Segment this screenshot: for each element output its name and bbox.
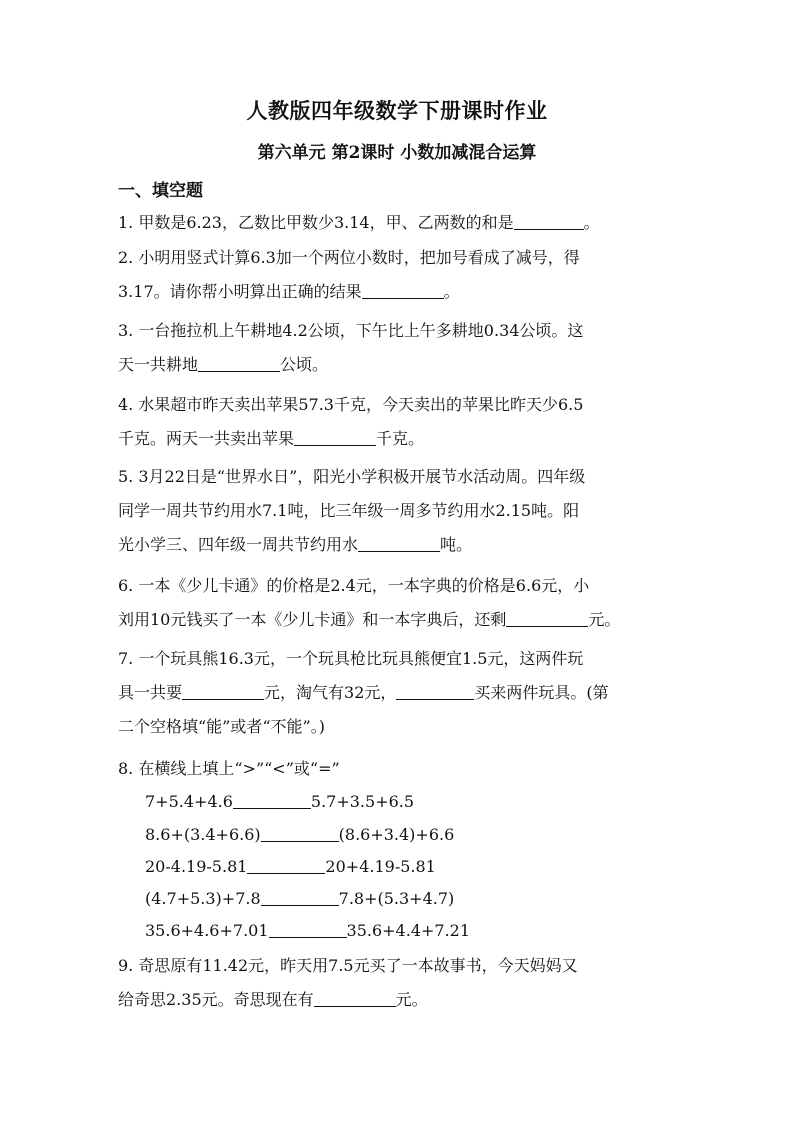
question-5 <box>118 460 688 562</box>
answer-blank[interactable] <box>514 211 584 230</box>
question-6 <box>118 569 688 637</box>
answer-blank[interactable] <box>506 608 588 627</box>
question-text: 公顷。 <box>280 355 329 374</box>
question-text: 4. 水果超市昨天卖出苹果57.3千克，今天卖出的苹果比昨天少6.5 <box>118 395 584 414</box>
answer-blank[interactable] <box>294 427 376 446</box>
expression-right: 7.8+(5.3+4.7) <box>338 889 455 908</box>
expression-right: (8.6+3.4)+6.6 <box>338 825 455 844</box>
question-text: 3. 一台拖拉机上午耕地4.2公顷，下午比上午多耕地0.34公顷。这 <box>118 321 584 340</box>
question-text: 刘用10元钱买了一本《少儿卡通》和一本字典后，还剩 <box>118 610 507 629</box>
comparison-row <box>145 915 470 947</box>
question-text: 吨。 <box>440 535 473 554</box>
answer-blank[interactable] <box>198 353 280 372</box>
question-text: 3.17。请你帮小明算出正确的结果 <box>118 282 362 301</box>
expression-left: 35.6+4.6+7.01 <box>145 921 269 940</box>
expression-right: 5.7+3.5+6.5 <box>310 792 415 811</box>
answer-blank[interactable] <box>362 280 444 299</box>
question-text: 买来两件玩具。(第 <box>474 683 609 702</box>
expression-right: 20+4.19-5.81 <box>325 857 436 876</box>
answer-blank[interactable] <box>182 681 264 700</box>
question-text: 二个空格填“能”或者“不能”。) <box>118 717 325 736</box>
comparison-blank[interactable] <box>269 919 347 938</box>
question-3 <box>118 314 688 382</box>
comparison-blank[interactable] <box>247 855 325 874</box>
comparison-row <box>145 851 436 883</box>
question-text: 天一共耕地 <box>118 355 199 374</box>
comparison-row <box>145 883 454 915</box>
question-1 <box>118 206 688 240</box>
question-text: 9. 奇思原有11.42元，昨天用7.5元买了一本故事书，今天妈妈又 <box>118 956 578 975</box>
question-2 <box>118 241 688 309</box>
question-7 <box>118 642 688 744</box>
expression-left: 8.6+(3.4+6.6) <box>145 825 261 844</box>
question-text: 6. 一本《少儿卡通》的价格是2.4元，一本字典的价格是6.6元，小 <box>118 576 590 595</box>
answer-blank[interactable] <box>314 988 396 1007</box>
question-text: 具一共要 <box>118 683 183 702</box>
question-text: 同学一周共节约用水7.1吨，比三年级一周多节约用水2.15吨。阳 <box>118 501 580 520</box>
comparison-blank[interactable] <box>261 887 339 906</box>
question-text: 8. 在横线上填上“>”“<”或“=” <box>118 759 340 778</box>
question-text: 元。 <box>395 990 428 1009</box>
question-text: 千克。两天一共卖出苹果 <box>118 429 295 448</box>
page-subtitle: 第六单元 第2课时 小数加减混合运算 <box>257 143 537 163</box>
comparison-row <box>145 819 454 851</box>
question-text: 5. 3月22日是“世界水日”，阳光小学积极开展节水活动周。四年级 <box>118 467 586 486</box>
comparison-row <box>145 786 414 818</box>
question-text: 1. 甲数是6.23，乙数比甲数少3.14，甲、乙两数的和是 <box>118 213 514 232</box>
answer-blank[interactable] <box>396 681 474 700</box>
section-heading: 一、填空题 <box>118 181 203 201</box>
question-text: 光小学三、四年级一周共节约用水 <box>118 535 359 554</box>
comparison-blank[interactable] <box>233 790 311 809</box>
comparison-blank[interactable] <box>261 823 339 842</box>
question-text: 千克。 <box>376 429 425 448</box>
expression-left: 7+5.4+4.6 <box>145 792 233 811</box>
question-text: 2. 小明用竖式计算6.3加一个两位小数时，把加号看成了减号，得 <box>118 248 580 267</box>
question-9 <box>118 949 688 1017</box>
question-8 <box>118 752 688 786</box>
expression-right: 35.6+4.4+7.21 <box>346 921 471 940</box>
page-title: 人教版四年级数学下册课时作业 <box>246 98 548 123</box>
question-text: 给奇思2.35元。奇思现在有 <box>118 990 314 1009</box>
question-text: 。 <box>583 213 600 232</box>
question-text: 。 <box>443 282 460 301</box>
expression-left: (4.7+5.3)+7.8 <box>145 889 261 908</box>
question-4 <box>118 388 688 456</box>
answer-blank[interactable] <box>358 533 440 552</box>
question-text: 元。 <box>588 610 621 629</box>
question-text: 元，淘气有32元， <box>264 683 397 702</box>
expression-left: 20-4.19-5.81 <box>145 857 248 876</box>
question-text: 7. 一个玩具熊16.3元，一个玩具枪比玩具熊便宜1.5元，这两件玩 <box>118 649 584 668</box>
